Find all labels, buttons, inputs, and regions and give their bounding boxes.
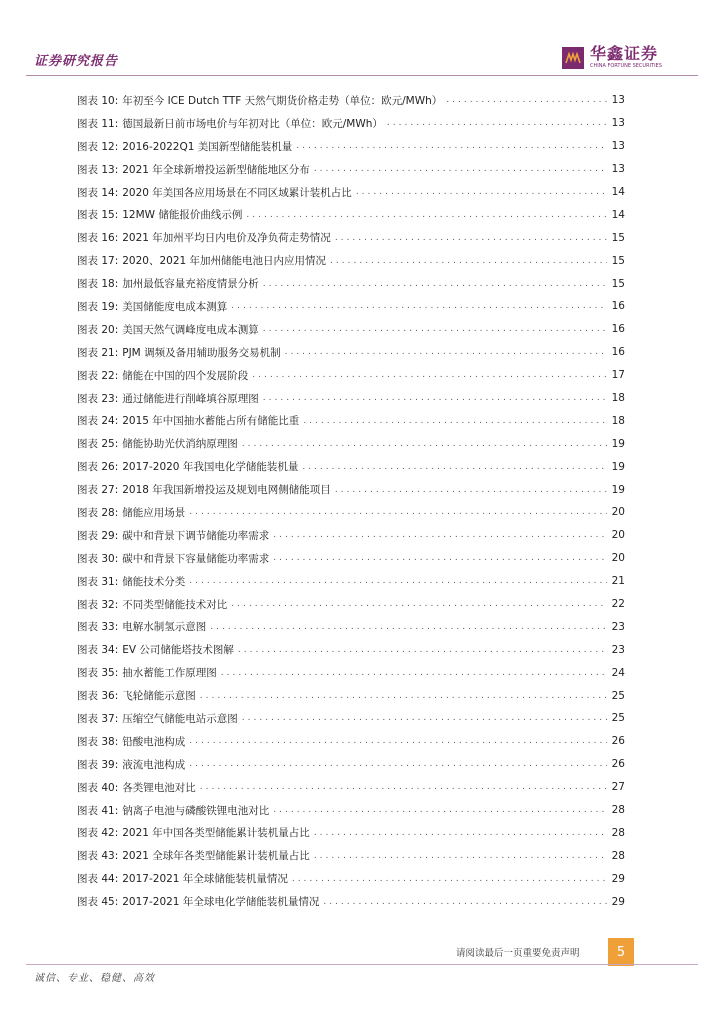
figure-label: 图表 25: — [77, 438, 119, 451]
toc-entry[interactable] — [77, 158, 625, 181]
figure-title: 2017-2021 年全球储能装机量情况 — [122, 873, 288, 886]
figure-page-number: 17 — [611, 369, 625, 382]
dot-leader — [273, 805, 607, 815]
figure-page-number: 15 — [611, 231, 625, 244]
figure-label: 图表 20: — [77, 323, 119, 336]
dot-leader — [263, 279, 607, 289]
dot-leader — [238, 645, 607, 655]
dot-leader — [252, 370, 607, 380]
figure-page-number: 26 — [611, 758, 625, 771]
dot-leader — [200, 782, 607, 792]
figure-title: 储能应用场景 — [122, 506, 186, 519]
dot-leader — [303, 416, 607, 426]
dot-leader — [189, 507, 607, 517]
toc-entry[interactable] — [77, 387, 625, 410]
figure-page-number: 13 — [611, 94, 625, 107]
dot-leader — [314, 164, 607, 174]
toc-entry[interactable] — [77, 295, 625, 318]
figure-label: 图表 45: — [77, 896, 119, 909]
toc-entry[interactable] — [77, 822, 625, 845]
figure-title: 美国储能度电成本测算 — [122, 300, 228, 313]
figure-page-number: 25 — [611, 689, 625, 702]
figure-label: 图表 14: — [77, 186, 119, 199]
figure-title: 压缩空气储能电站示意图 — [122, 712, 238, 725]
figure-page-number: 13 — [611, 117, 625, 130]
disclaimer-note: 请阅读最后一页重要免责声明 — [456, 948, 580, 959]
figure-page-number: 19 — [611, 483, 625, 496]
figure-label: 图表 26: — [77, 461, 119, 474]
figure-page-number: 18 — [611, 414, 625, 427]
figure-title: 12MW 储能报价曲线示例 — [122, 209, 243, 222]
figure-label: 图表 30: — [77, 552, 119, 565]
figure-page-number: 14 — [611, 186, 625, 198]
toc-entry[interactable] — [77, 867, 625, 890]
figure-page-number: 13 — [611, 140, 625, 153]
figure-label: 图表 18: — [77, 278, 119, 291]
dot-leader — [335, 233, 607, 243]
toc-entry[interactable] — [77, 547, 625, 570]
figure-page-number: 23 — [611, 620, 625, 633]
figure-label: 图表 40: — [77, 781, 119, 794]
figure-page-number: 19 — [611, 437, 625, 450]
page-number-badge: 5 — [608, 938, 634, 966]
figure-page-number: 16 — [611, 300, 625, 313]
figure-title: 年初至今 ICE Dutch TTF 天然气期货价格走势（单位：欧元/MWh） — [122, 94, 443, 107]
figure-title: 抽水蓄能工作原理图 — [122, 667, 217, 680]
dot-leader — [189, 736, 607, 746]
dot-leader — [263, 393, 607, 403]
figure-title: 2015 年中国抽水蓄能占所有储能比重 — [122, 415, 300, 428]
toc-entry[interactable] — [77, 638, 625, 661]
figure-title: 储能协助光伏消纳原理图 — [122, 438, 238, 451]
toc-entry[interactable] — [77, 661, 625, 684]
figure-page-number: 22 — [611, 598, 625, 611]
figure-title: 2020 年美国各应用场景在不同区域累计装机占比 — [122, 186, 352, 199]
toc-entry[interactable] — [77, 89, 625, 112]
dot-leader — [231, 301, 607, 311]
figure-page-number: 21 — [611, 575, 625, 588]
figure-title: 2021 年全球新增投运新型储能地区分布 — [122, 163, 310, 176]
figure-label: 图表 10: — [77, 94, 119, 107]
company-logo — [562, 46, 662, 70]
dot-leader — [356, 187, 607, 197]
figure-title: 2021 年中国各类型储能累计装机量占比 — [122, 827, 310, 840]
figure-title: 储能在中国的四个发展阶段 — [122, 369, 249, 382]
figure-title: 2021 全球年各类型储能累计装机量占比 — [122, 850, 310, 863]
figure-title: 通过储能进行削峰填谷原理图 — [122, 392, 259, 405]
toc-entry[interactable] — [77, 776, 625, 799]
toc-entry[interactable] — [77, 707, 625, 730]
toc-entry[interactable] — [77, 615, 625, 638]
toc-entry[interactable] — [77, 341, 625, 364]
figure-title: 2018 年我国新增投运及规划电网侧储能项目 — [122, 484, 331, 497]
toc-entry[interactable] — [77, 844, 625, 867]
dot-leader — [221, 668, 607, 678]
dot-leader — [273, 530, 607, 540]
figure-title: 2020、2021 年加州储能电池日内应用情况 — [122, 255, 327, 268]
figure-label: 图表 32: — [77, 598, 119, 611]
figure-page-number: 16 — [611, 346, 625, 359]
figure-title: 储能技术分类 — [122, 575, 186, 588]
toc-entry[interactable] — [77, 455, 625, 478]
figure-page-number: 29 — [611, 895, 625, 908]
dot-leader — [285, 347, 607, 357]
footer-divider — [26, 964, 698, 965]
dot-leader — [242, 713, 607, 723]
figure-label: 图表 19: — [77, 300, 119, 313]
toc-entry[interactable] — [77, 135, 625, 158]
dot-leader — [446, 95, 607, 105]
dot-leader — [314, 851, 607, 861]
company-slogan: 诚信、专业、稳健、高效 — [34, 973, 155, 984]
logo-chinese-name: 华鑫证券 — [590, 44, 659, 63]
dot-leader — [314, 828, 607, 838]
toc-entry[interactable] — [77, 272, 625, 295]
figure-label: 图表 34: — [77, 644, 119, 657]
logo-english-name: CHINA FORTUNE SECURITIES — [590, 63, 662, 69]
figure-page-number: 20 — [611, 506, 625, 519]
figure-page-number: 20 — [611, 552, 625, 565]
figure-page-number: 28 — [611, 849, 625, 862]
figure-label: 图表 43: — [77, 850, 119, 863]
figure-page-number: 13 — [611, 163, 625, 176]
figure-label: 图表 31: — [77, 575, 119, 588]
figure-title: 2021 年加州平均日内电价及净负荷走势情况 — [122, 232, 331, 245]
figure-title: 2016-2022Q1 美国新型储能装机量 — [122, 140, 293, 153]
toc-entry[interactable] — [77, 181, 625, 204]
figure-page-number: 18 — [611, 392, 625, 405]
figure-label: 图表 33: — [77, 621, 119, 634]
figure-label: 图表 12: — [77, 140, 119, 153]
figure-page-number: 15 — [611, 254, 625, 267]
dot-leader — [200, 691, 607, 701]
toc-entry[interactable] — [77, 730, 625, 753]
figure-page-number: 28 — [611, 826, 625, 839]
toc-entry[interactable] — [77, 226, 625, 249]
toc-entry[interactable] — [77, 409, 625, 432]
dot-leader — [323, 897, 607, 907]
figure-label: 图表 37: — [77, 712, 119, 725]
dot-leader — [263, 324, 607, 334]
figure-label: 图表 22: — [77, 369, 119, 382]
figure-label: 图表 11: — [77, 117, 119, 130]
figure-label: 图表 17: — [77, 255, 119, 268]
dot-leader — [292, 874, 607, 884]
dot-leader — [335, 485, 607, 495]
dot-leader — [273, 553, 607, 563]
figure-title: 加州最低容量充裕度情景分析 — [122, 278, 259, 291]
dot-leader — [242, 439, 607, 449]
figure-page-number: 16 — [611, 323, 625, 336]
toc-entry[interactable] — [77, 684, 625, 707]
figure-label: 图表 28: — [77, 506, 119, 519]
figure-title: 钠离子电池与磷酸铁锂电池对比 — [122, 804, 270, 817]
toc-entry[interactable] — [77, 501, 625, 524]
figure-title: 飞轮储能示意图 — [122, 690, 196, 703]
toc-entry[interactable] — [77, 112, 625, 135]
dot-leader — [246, 210, 607, 220]
figure-label: 图表 13: — [77, 163, 119, 176]
figure-page-number: 26 — [611, 735, 625, 748]
figure-label: 图表 24: — [77, 415, 119, 428]
figure-label: 图表 38: — [77, 735, 119, 748]
toc-entry[interactable] — [77, 432, 625, 455]
figure-page-number: 29 — [611, 872, 625, 885]
figure-page-number: 25 — [611, 712, 625, 725]
figure-title: 2017-2020 年我国电化学储能装机量 — [122, 461, 299, 474]
dot-leader — [387, 118, 607, 128]
toc-entry[interactable] — [77, 753, 625, 776]
toc-entry[interactable] — [77, 364, 625, 387]
toc-entry[interactable] — [77, 799, 625, 822]
toc-entry[interactable] — [77, 249, 625, 272]
figure-title: 不同类型储能技术对比 — [122, 598, 228, 611]
figure-title: 各类锂电池对比 — [122, 781, 196, 794]
figure-title: EV 公司储能塔技术图解 — [122, 644, 234, 657]
figure-label: 图表 39: — [77, 758, 119, 771]
figure-title: 美国天然气调峰度电成本测算 — [122, 323, 259, 336]
figure-title: 铅酸电池构成 — [122, 735, 186, 748]
figure-page-number: 20 — [611, 529, 625, 542]
figure-title: 碳中和背景下容量储能功率需求 — [122, 552, 270, 565]
figure-label: 图表 21: — [77, 346, 119, 359]
figure-page-number: 27 — [611, 781, 625, 794]
toc-entry[interactable] — [77, 203, 625, 226]
logo-mark-icon — [562, 47, 584, 69]
toc-entry[interactable] — [77, 593, 625, 616]
figure-page-number: 24 — [611, 666, 625, 679]
dot-leader — [210, 622, 607, 632]
figure-label: 图表 15: — [77, 209, 119, 222]
figure-title: 2017-2021 年全球电化学储能装机量情况 — [122, 896, 320, 909]
figure-label: 图表 36: — [77, 690, 119, 703]
figure-page-number: 15 — [611, 277, 625, 290]
figure-label: 图表 41: — [77, 804, 119, 817]
dot-leader — [296, 141, 607, 151]
toc-entry[interactable] — [77, 318, 625, 341]
figure-label: 图表 42: — [77, 827, 119, 840]
toc-entry[interactable] — [77, 890, 625, 913]
figure-index-list — [77, 89, 625, 913]
figure-label: 图表 27: — [77, 484, 119, 497]
figure-title: 碳中和背景下调节储能功率需求 — [122, 529, 270, 542]
figure-title: 液流电池构成 — [122, 758, 186, 771]
dot-leader — [189, 576, 607, 586]
toc-entry[interactable] — [77, 570, 625, 593]
dot-leader — [302, 462, 607, 472]
figure-label: 图表 23: — [77, 392, 119, 405]
dot-leader — [330, 256, 607, 266]
figure-label: 图表 35: — [77, 667, 119, 680]
figure-title: PJM 调频及备用辅助服务交易机制 — [122, 346, 281, 359]
toc-entry[interactable] — [77, 478, 625, 501]
figure-title: 德国最新日前市场电价与年初对比（单位：欧元/MWh） — [122, 117, 383, 130]
figure-label: 图表 44: — [77, 873, 119, 886]
dot-leader — [231, 599, 607, 609]
toc-entry[interactable] — [77, 524, 625, 547]
header-divider — [26, 75, 698, 76]
figure-page-number: 19 — [611, 460, 625, 473]
report-type-title: 证券研究报告 — [34, 54, 119, 69]
figure-page-number: 23 — [611, 643, 625, 656]
figure-label: 图表 29: — [77, 529, 119, 542]
figure-page-number: 28 — [611, 804, 625, 817]
figure-label: 图表 16: — [77, 232, 119, 245]
figure-title: 电解水制氢示意图 — [122, 621, 207, 634]
figure-page-number: 14 — [611, 208, 625, 221]
dot-leader — [189, 759, 607, 769]
